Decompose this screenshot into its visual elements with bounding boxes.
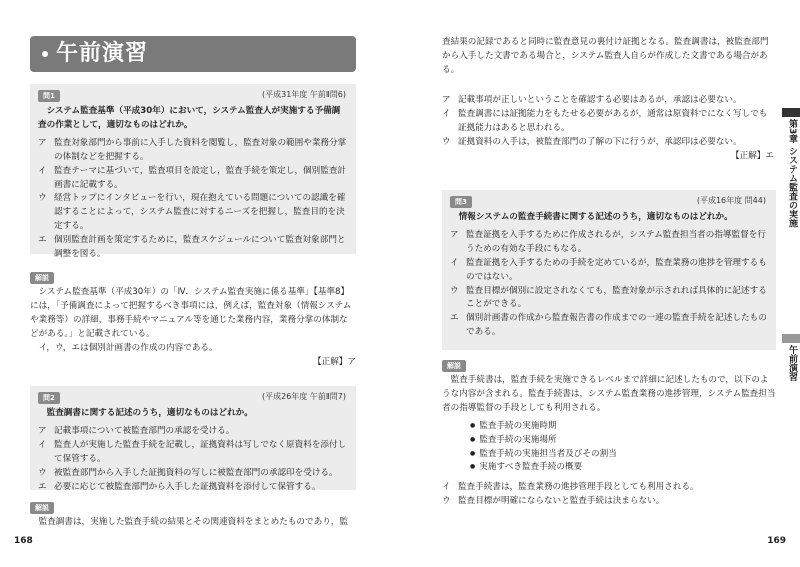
page-number: 169 <box>767 536 786 547</box>
option-list <box>38 137 348 262</box>
option: ウ 経営トップにインタビューを行い，現在抱えている問題についての認識を確認することによって，システム監査に対するニーズを把握し，監査目的を決定する。 <box>38 193 346 232</box>
option: エ 個別監査計画を策定するために，監査スケジュールについて監査対象部門と調整を図る。 <box>38 235 346 260</box>
explain-item: イ 監査調書には証拠能力をもたせる必要があるが，通常は原資料でになく写しでも証拠能力はあると思われる。 <box>442 108 768 133</box>
option: ア 監査対象部門から事前に入手した資料を閲覧し，監査対象の範囲や業務分掌の体制などを把握する。 <box>38 137 347 162</box>
section-tab-bar <box>782 334 800 343</box>
continued-text <box>442 36 774 78</box>
bullet-list <box>442 420 776 476</box>
banner-title: 午前演習 <box>56 41 149 66</box>
explanation-1 <box>30 272 356 369</box>
page-number: 168 <box>14 536 33 547</box>
explanation-2 <box>30 502 356 530</box>
explanation-list <box>442 94 774 164</box>
option: ア 記載事項について被監査部門の承認を受ける。 <box>38 425 235 436</box>
chapter-tab-bar <box>782 108 800 117</box>
explanation-tag: 解説 <box>442 360 466 372</box>
bullet-item: ● 監査手続の実施時期 <box>470 420 776 434</box>
bullet-item: ● 監査手続の実施場所 <box>470 434 776 448</box>
question-stem: システム監査基準（平成30年）において，システム監査人が実施する予備調査の作業として，適切なものはどれか。 <box>38 105 341 130</box>
option: ウ 監査目標が個別に設定されなくても，監査対象が示されれば具体的に記述することができる。 <box>450 285 767 310</box>
section-tab <box>782 334 800 381</box>
explain-item: ウ 監査目標が明確にならないと監査手続は決まらない。 <box>442 496 665 507</box>
option: イ 監査人が実施した監査手続を記載し，証拠資料は写しでなく原資料を添付して保管する。 <box>38 439 347 464</box>
option-list <box>38 425 348 495</box>
explanation-tag: 解説 <box>30 502 54 514</box>
explain-item: イ 監査手続書は，監査業務の進捗管理手段としても利用される。 <box>442 482 699 493</box>
answer: 【正解】エ <box>731 150 774 161</box>
question-source: (平成16年度 問44) <box>696 196 766 205</box>
chapter-tab <box>782 108 800 227</box>
option: ウ 被監査部門から入手した証拠資料の写しに被監査部門の承認印を受ける。 <box>38 467 338 478</box>
option: エ 個別計画書の作成から監査報告書の作成までの一連の監査手続を記述したものである。 <box>450 313 767 338</box>
explanation-text: イ，ウ，エは個別計画書の作成の内容である。 <box>38 342 218 353</box>
explanation-text: 監査調書は，実施した監査手続の結果とその関連資料をまとめたものであり，監 <box>38 516 348 527</box>
question-box-1 <box>30 84 356 260</box>
right-page <box>400 0 800 567</box>
explanation-tag: 解説 <box>30 272 54 284</box>
question-tag: 問1 <box>38 90 60 102</box>
question-source: (平成31年度 午前Ⅱ問6) <box>262 90 346 99</box>
option: エ 必要に応じて被監査部門から入手した証拠資料を添付して保管する。 <box>38 481 321 492</box>
section-tab-label: 午前演習 <box>787 345 797 381</box>
continued-paragraph: 査結果の記録であると同時に監査意見の裏付け証拠となる。監査調書は，被監査部門から入手した文書である場合と，システム監査人自らが作成した文書である場合がある。 <box>442 37 769 75</box>
question-tag: 問2 <box>38 392 60 404</box>
tail-list <box>442 481 776 509</box>
banner-dot-icon <box>42 51 48 57</box>
chapter-tab-label: 第3章 システム監査の実施 <box>787 119 797 228</box>
question-stem: 監査調書に関する記述のうち，適切なものはどれか。 <box>46 407 253 418</box>
explain-item: ウ 証拠資料の入手は，被監査部門の了解の下に行うが，承認印は必要ない。 <box>442 136 742 147</box>
option: ア 監査証拠を入手するために作成されるが，システム監査担当者の指導監督を行うための有効な手段にもなる。 <box>450 229 766 254</box>
section-banner <box>30 36 356 72</box>
explanation-text: 監査手続書は，監査手続を実施できるレベルまで詳細に記述したもので，以下のような内容が含まれる。監査手続書は，システム監査業務の進捗管理，システム監査担当者の指導監督の手段としても利用される。 <box>442 374 776 413</box>
answer: 【正解】ア <box>313 356 356 367</box>
option: イ 監査テーマに基づいて，監査項目を設定し，監査手続を策定し，個別監査計画書に記載する。 <box>38 165 347 190</box>
explanation-text: システム監査基準（平成30年）の「Ⅳ．システム監査実施に係る基準」【基準8】には，「予備調査によって把握するべき事項には，例えば，監査対象（情報システムや業務等）の詳細，事務手続やマニュアル等を通じた業務内容，業務分掌の体制などがある。」と記載されている。 <box>30 286 352 339</box>
question-box-3 <box>442 190 776 350</box>
question-tag: 問3 <box>450 196 472 208</box>
bullet-item: ● 監査手続の実施担当者及びその割当 <box>470 448 776 462</box>
option: イ 監査証拠を入手するための手続を定めているが，監査業務の進捗を管理するものではない。 <box>450 257 767 282</box>
question-stem: 情報システムの監査手続書に関する記述のうち，適切なものはどれか。 <box>458 211 733 222</box>
option-list <box>450 229 768 340</box>
explanation-3 <box>442 360 776 509</box>
question-source: (平成26年度 午前Ⅱ問7) <box>262 392 346 401</box>
bullet-item: ● 実施すべき監査手続の概要 <box>470 461 776 475</box>
explain-item: ア 記載事項が正しいということを確認する必要はあるが，承認は必要ない。 <box>442 95 742 105</box>
question-box-2 <box>30 386 356 490</box>
